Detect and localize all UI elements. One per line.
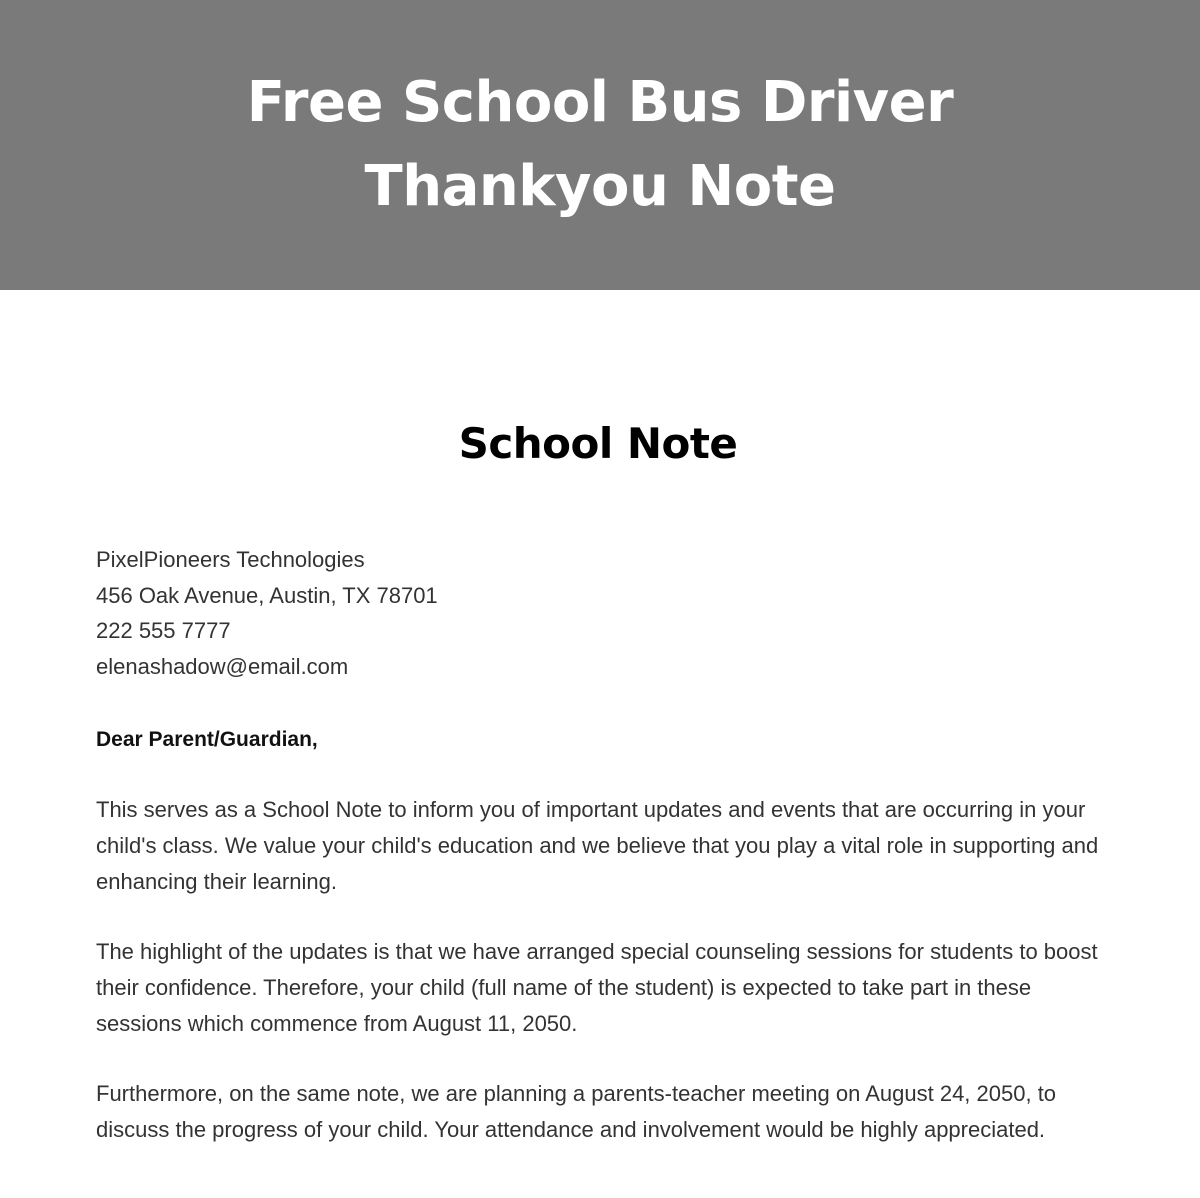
sender-block bbox=[96, 542, 1106, 684]
salutation: Dear Parent/Guardian, bbox=[96, 728, 318, 751]
sender-address: 456 Oak Avenue, Austin, TX 78701 bbox=[96, 582, 438, 608]
banner-title: Free School Bus Driver Thankyou Note bbox=[246, 70, 954, 219]
header-banner bbox=[0, 0, 1200, 290]
note-document bbox=[96, 412, 1106, 1170]
body-paragraph-1: This serves as a School Note to inform you of important updates and events that are occurring in your child's class. We value your child's education and we believe that you play a vital role in supporting and enhancing their learning. bbox=[96, 797, 1099, 894]
document-title: School Note bbox=[458, 419, 738, 468]
body-paragraph-3: Furthermore, on the same note, we are planning a parents-teacher meeting on August 24, 2050, to discuss the progress of your child. Your attendance and involvement would be highly appreciated. bbox=[96, 1081, 1057, 1142]
sender-phone: 222 555 7777 bbox=[96, 618, 231, 643]
sender-company: PixelPioneers Technologies bbox=[96, 547, 365, 572]
sender-email: elenashadow@email.com bbox=[96, 653, 349, 679]
body-paragraph-2: The highlight of the updates is that we have arranged special counseling sessions for students to boost their confidence. Therefore, your child (full name of the student) is expected to take part in these sessions which commence from August 11, 2050. bbox=[96, 939, 1098, 1036]
